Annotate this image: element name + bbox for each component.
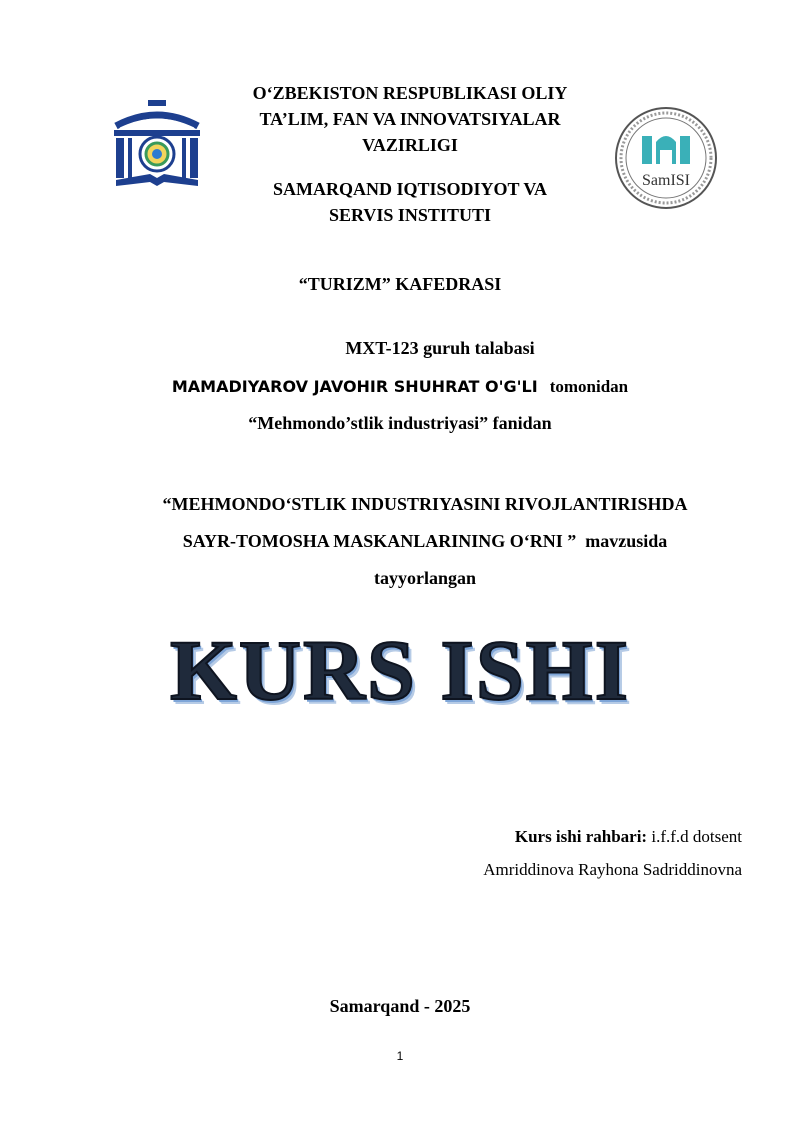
document-title: KURS ISHI bbox=[169, 622, 631, 718]
supervisor-line bbox=[483, 820, 742, 853]
city-year: Samarqand - 2025 bbox=[329, 996, 471, 1016]
topic-line-2-main: SAYR-TOMOSHA MASKANLARINING O‘RNI ” bbox=[182, 531, 577, 551]
ministry-name bbox=[190, 80, 630, 158]
subject-line: “Mehmondo’stlik industriyasi” fanidan bbox=[248, 413, 552, 433]
student-line bbox=[0, 377, 800, 397]
department-name: “TURIZM” KAFEDRASI bbox=[298, 274, 502, 294]
page-number: 1 bbox=[396, 1049, 404, 1063]
student-name: MAMADIYAROV JAVOHIR SHUHRAT O'G'LI bbox=[171, 377, 538, 396]
supervisor-rank: i.f.f.d dotsent bbox=[651, 827, 742, 846]
topic-line-2 bbox=[80, 523, 770, 560]
ministry-line-2: TA’LIM, FAN VA INNOVATSIYALAR bbox=[259, 109, 561, 129]
institute-logo-text: SamISI bbox=[642, 172, 690, 189]
student-suffix: tomonidan bbox=[549, 377, 629, 396]
ministry-line-3: VAZIRLIGI bbox=[362, 135, 458, 155]
institute-name bbox=[190, 176, 630, 228]
institute-line-2: SERVIS INSTITUTI bbox=[329, 205, 491, 225]
supervisor-label: Kurs ishi rahbari: bbox=[514, 827, 648, 846]
topic-line-1: “MEHMONDO‘STLIK INDUSTRIYASINI RIVOJLANTIRISHDA bbox=[162, 494, 688, 514]
supervisor-name: Amriddinova Rayhona Sadriddinovna bbox=[483, 860, 742, 879]
topic-line-2-suffix: mavzusida bbox=[585, 531, 668, 551]
group-line: MXT-123 guruh talabasi bbox=[345, 338, 535, 358]
topic-block bbox=[80, 486, 770, 597]
ministry-line-1: O‘ZBEKISTON RESPUBLIKASI OLIY bbox=[252, 83, 568, 103]
institute-line-1: SAMARQAND IQTISODIYOT VA bbox=[272, 179, 548, 199]
supervisor-block bbox=[483, 820, 742, 886]
topic-line-3: tayyorlangan bbox=[373, 568, 476, 588]
